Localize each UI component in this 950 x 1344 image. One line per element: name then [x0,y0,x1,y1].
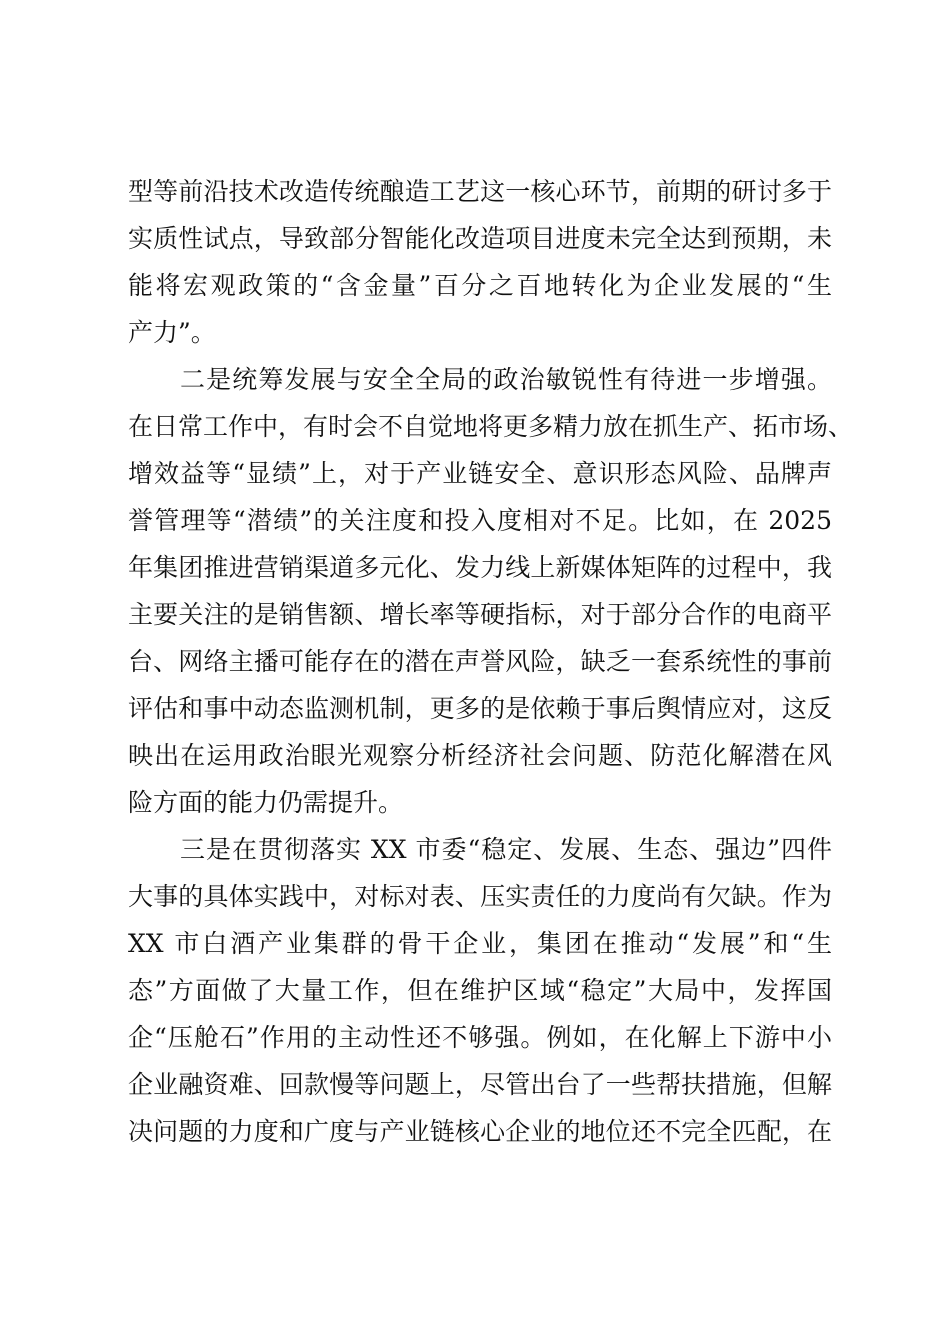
text-line: 二是统筹发展与安全全局的政治敏锐性有待进一步增强。 [180,365,832,394]
text-line: 型等前沿技术改造传统酿造工艺这一核心环节，前期的研讨多于 [128,177,832,206]
text-line: 险方面的能力仍需提升。 [128,788,404,817]
text-line: 实质性试点，导致部分智能化改造项目进度未完全达到预期，未 [128,224,832,253]
text-line: 企“压舱石”作用的主动性还不够强。例如，在化解上下游中小 [128,1023,832,1052]
text-line: 在日常工作中，有时会不自觉地将更多精力放在抓生产、拓市场、 [128,412,854,441]
text-line: 能将宏观政策的“含金量”百分之百地转化为企业发展的“生 [128,271,832,300]
text-line: 年集团推进营销渠道多元化、发力线上新媒体矩阵的过程中，我 [128,553,832,582]
document-page [128,168,854,1155]
text-line: 企业融资难、回款慢等问题上，尽管出台了一些帮扶措施，但解 [128,1070,832,1099]
text-line: 决问题的力度和广度与产业链核心企业的地位还不完全匹配，在 [128,1117,832,1146]
text-line: 主要关注的是销售额、增长率等硬指标，对于部分合作的电商平 [128,600,832,629]
text-line: 三是在贯彻落实 XX 市委“稳定、发展、生态、强边”四件 [180,835,832,864]
text-line: 产力”。 [128,318,216,347]
text-line: 台、网络主播可能存在的潜在声誉风险，缺乏一套系统性的事前 [128,647,832,676]
text-line: 态”方面做了大量工作，但在维护区域“稳定”大局中，发挥国 [128,976,832,1005]
text-line: 增效益等“显绩”上，对于产业链安全、意识形态风险、品牌声 [128,459,832,488]
text-line: 映出在运用政治眼光观察分析经济社会问题、防范化解潜在风 [128,741,832,770]
text-line: 评估和事中动态监测机制，更多的是依赖于事后舆情应对，这反 [128,694,832,723]
text-line: 誉管理等“潜绩”的关注度和投入度相对不足。比如，在 2025 [128,506,832,535]
text-line: XX 市白酒产业集群的骨干企业，集团在推动“发展”和“生 [128,929,832,958]
text-line: 大事的具体实践中，对标对表、压实责任的力度尚有欠缺。作为 [128,882,832,911]
